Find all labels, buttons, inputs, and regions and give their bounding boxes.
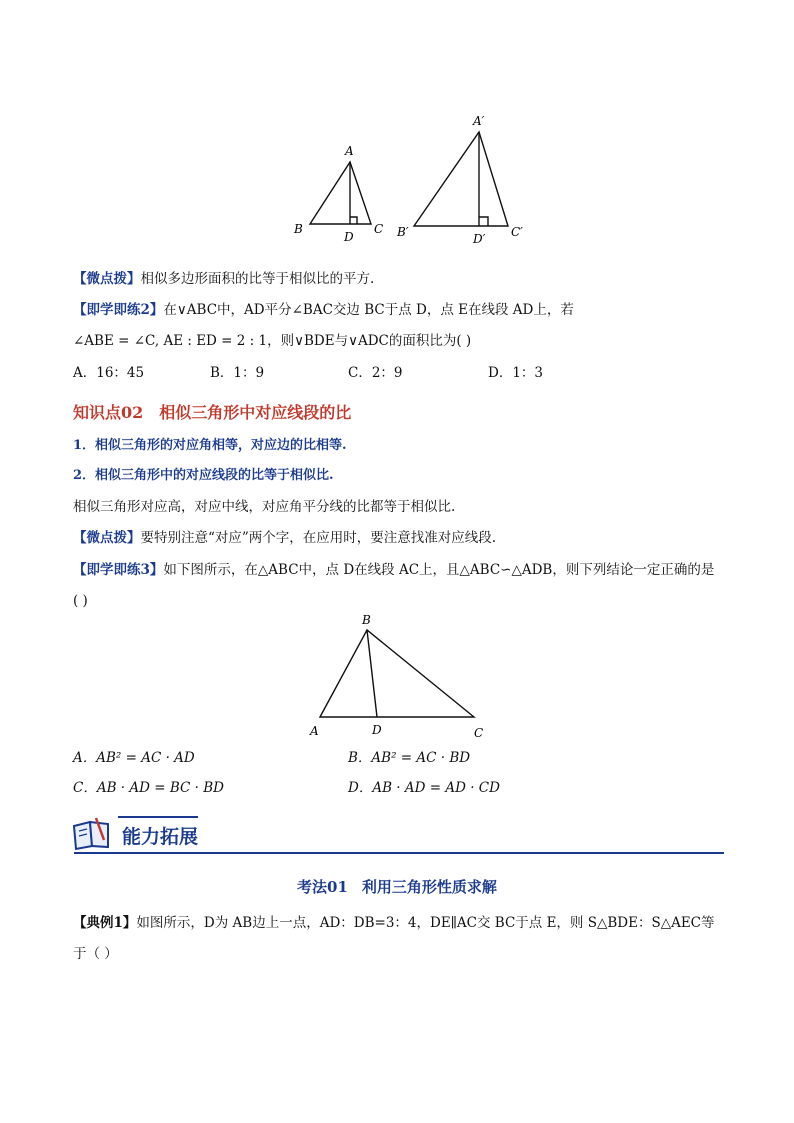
example-1-line2: 于（ ） bbox=[73, 946, 118, 962]
label-large-B: B′ bbox=[397, 225, 409, 239]
tip-1-tag: 【微点拨】 bbox=[73, 271, 141, 287]
exercise-3-option-d: D．AB · AD = AD · CD bbox=[348, 780, 500, 796]
triangle-abc bbox=[320, 630, 474, 717]
label-small-B: B bbox=[294, 222, 303, 236]
banner-underline-short bbox=[118, 816, 198, 818]
tip-2 bbox=[73, 528, 496, 548]
tip-1 bbox=[73, 269, 374, 289]
similar-triangles-figure bbox=[285, 110, 535, 250]
example-1-line1 bbox=[73, 913, 715, 933]
exercise-3-option-a: A．AB² = AC · AD bbox=[73, 750, 195, 766]
triangle-abd-figure bbox=[300, 610, 500, 745]
knowledge-point-title bbox=[73, 400, 351, 423]
exercise-3-line1 bbox=[73, 560, 714, 580]
exercise-3-line2: ( ) bbox=[73, 593, 88, 609]
label-B: B bbox=[362, 613, 371, 627]
tip-2-tag: 【微点拨】 bbox=[73, 530, 141, 546]
example-1-text1: 如图所示，D为 AB边上一点，AD：DB=3：4，DE∥AC交 BC于点 E，则 S△BDE：S△AEC等 bbox=[136, 915, 715, 931]
label-small-A: A bbox=[345, 144, 354, 158]
exercise-2-option-a: A．16：45 bbox=[73, 365, 145, 381]
knowledge-point-text: 相似三角形中对应线段的比 bbox=[159, 403, 352, 422]
label-large-C: C′ bbox=[511, 225, 523, 239]
point-2: 2．相似三角形中的对应线段的比等于相似比. bbox=[73, 468, 334, 483]
method-title bbox=[0, 876, 794, 897]
label-large-A: A′ bbox=[473, 114, 485, 128]
label-large-D: D′ bbox=[473, 232, 486, 246]
section-banner bbox=[70, 814, 724, 856]
banner-title: 能力拓展 bbox=[122, 826, 199, 848]
point-1: 1．相似三角形的对应角相等，对应边的比相等. bbox=[73, 438, 347, 453]
tip-1-text: 相似多边形面积的比等于相似比的平方. bbox=[140, 271, 375, 287]
exercise-2-option-c: C．2：9 bbox=[348, 365, 403, 381]
small-triangle bbox=[310, 162, 371, 224]
exercise-2-option-d: D．1：3 bbox=[488, 365, 544, 381]
exercise-2-line1 bbox=[73, 300, 574, 320]
banner-rule bbox=[74, 852, 724, 854]
book-pen-icon bbox=[70, 816, 114, 852]
exercise-2-option-b: B．1：9 bbox=[210, 365, 265, 381]
exercise-2-line2 bbox=[73, 331, 471, 351]
exercise-2-text2: ∠ABE = ∠C, AE : ED = 2 : 1，则∨BDE与∨ADC的面积比为( ) bbox=[73, 333, 472, 349]
exercise-2-text1: 在∨ABC中，AD平分∠BAC交边 BC于点 D，点 E在线段 AD上，若 bbox=[163, 302, 574, 318]
statement: 相似三角形对应高，对应中线，对应角平分线的比都等于相似比. bbox=[73, 499, 456, 515]
method-number: 考法01 bbox=[297, 878, 348, 896]
label-small-C: C bbox=[374, 222, 384, 236]
exercise-3-text1: 如下图所示，在△ABC中，点 D在线段 AC上，且△ABC∽△ADB，则下列结论一定正确的是 bbox=[163, 562, 715, 578]
exercise-3-option-b: B．AB² = AC · BD bbox=[348, 750, 471, 766]
label-A: A bbox=[310, 724, 319, 738]
example-1-tag: 【典例1】 bbox=[73, 915, 137, 931]
method-text: 利用三角形性质求解 bbox=[361, 878, 497, 896]
knowledge-point-number: 知识点02 bbox=[73, 403, 144, 422]
tip-2-text: 要特别注意“对应”两个字，在应用时，要注意找准对应线段. bbox=[140, 530, 497, 546]
exercise-3-option-c: C．AB · AD = BC · BD bbox=[73, 780, 224, 796]
exercise-2-tag: 【即学即练2】 bbox=[73, 302, 164, 318]
label-small-D: D bbox=[344, 230, 354, 244]
exercise-3-tag: 【即学即练3】 bbox=[73, 562, 164, 578]
label-C: C bbox=[474, 726, 484, 740]
label-D: D bbox=[372, 723, 382, 737]
large-triangle bbox=[414, 132, 508, 226]
